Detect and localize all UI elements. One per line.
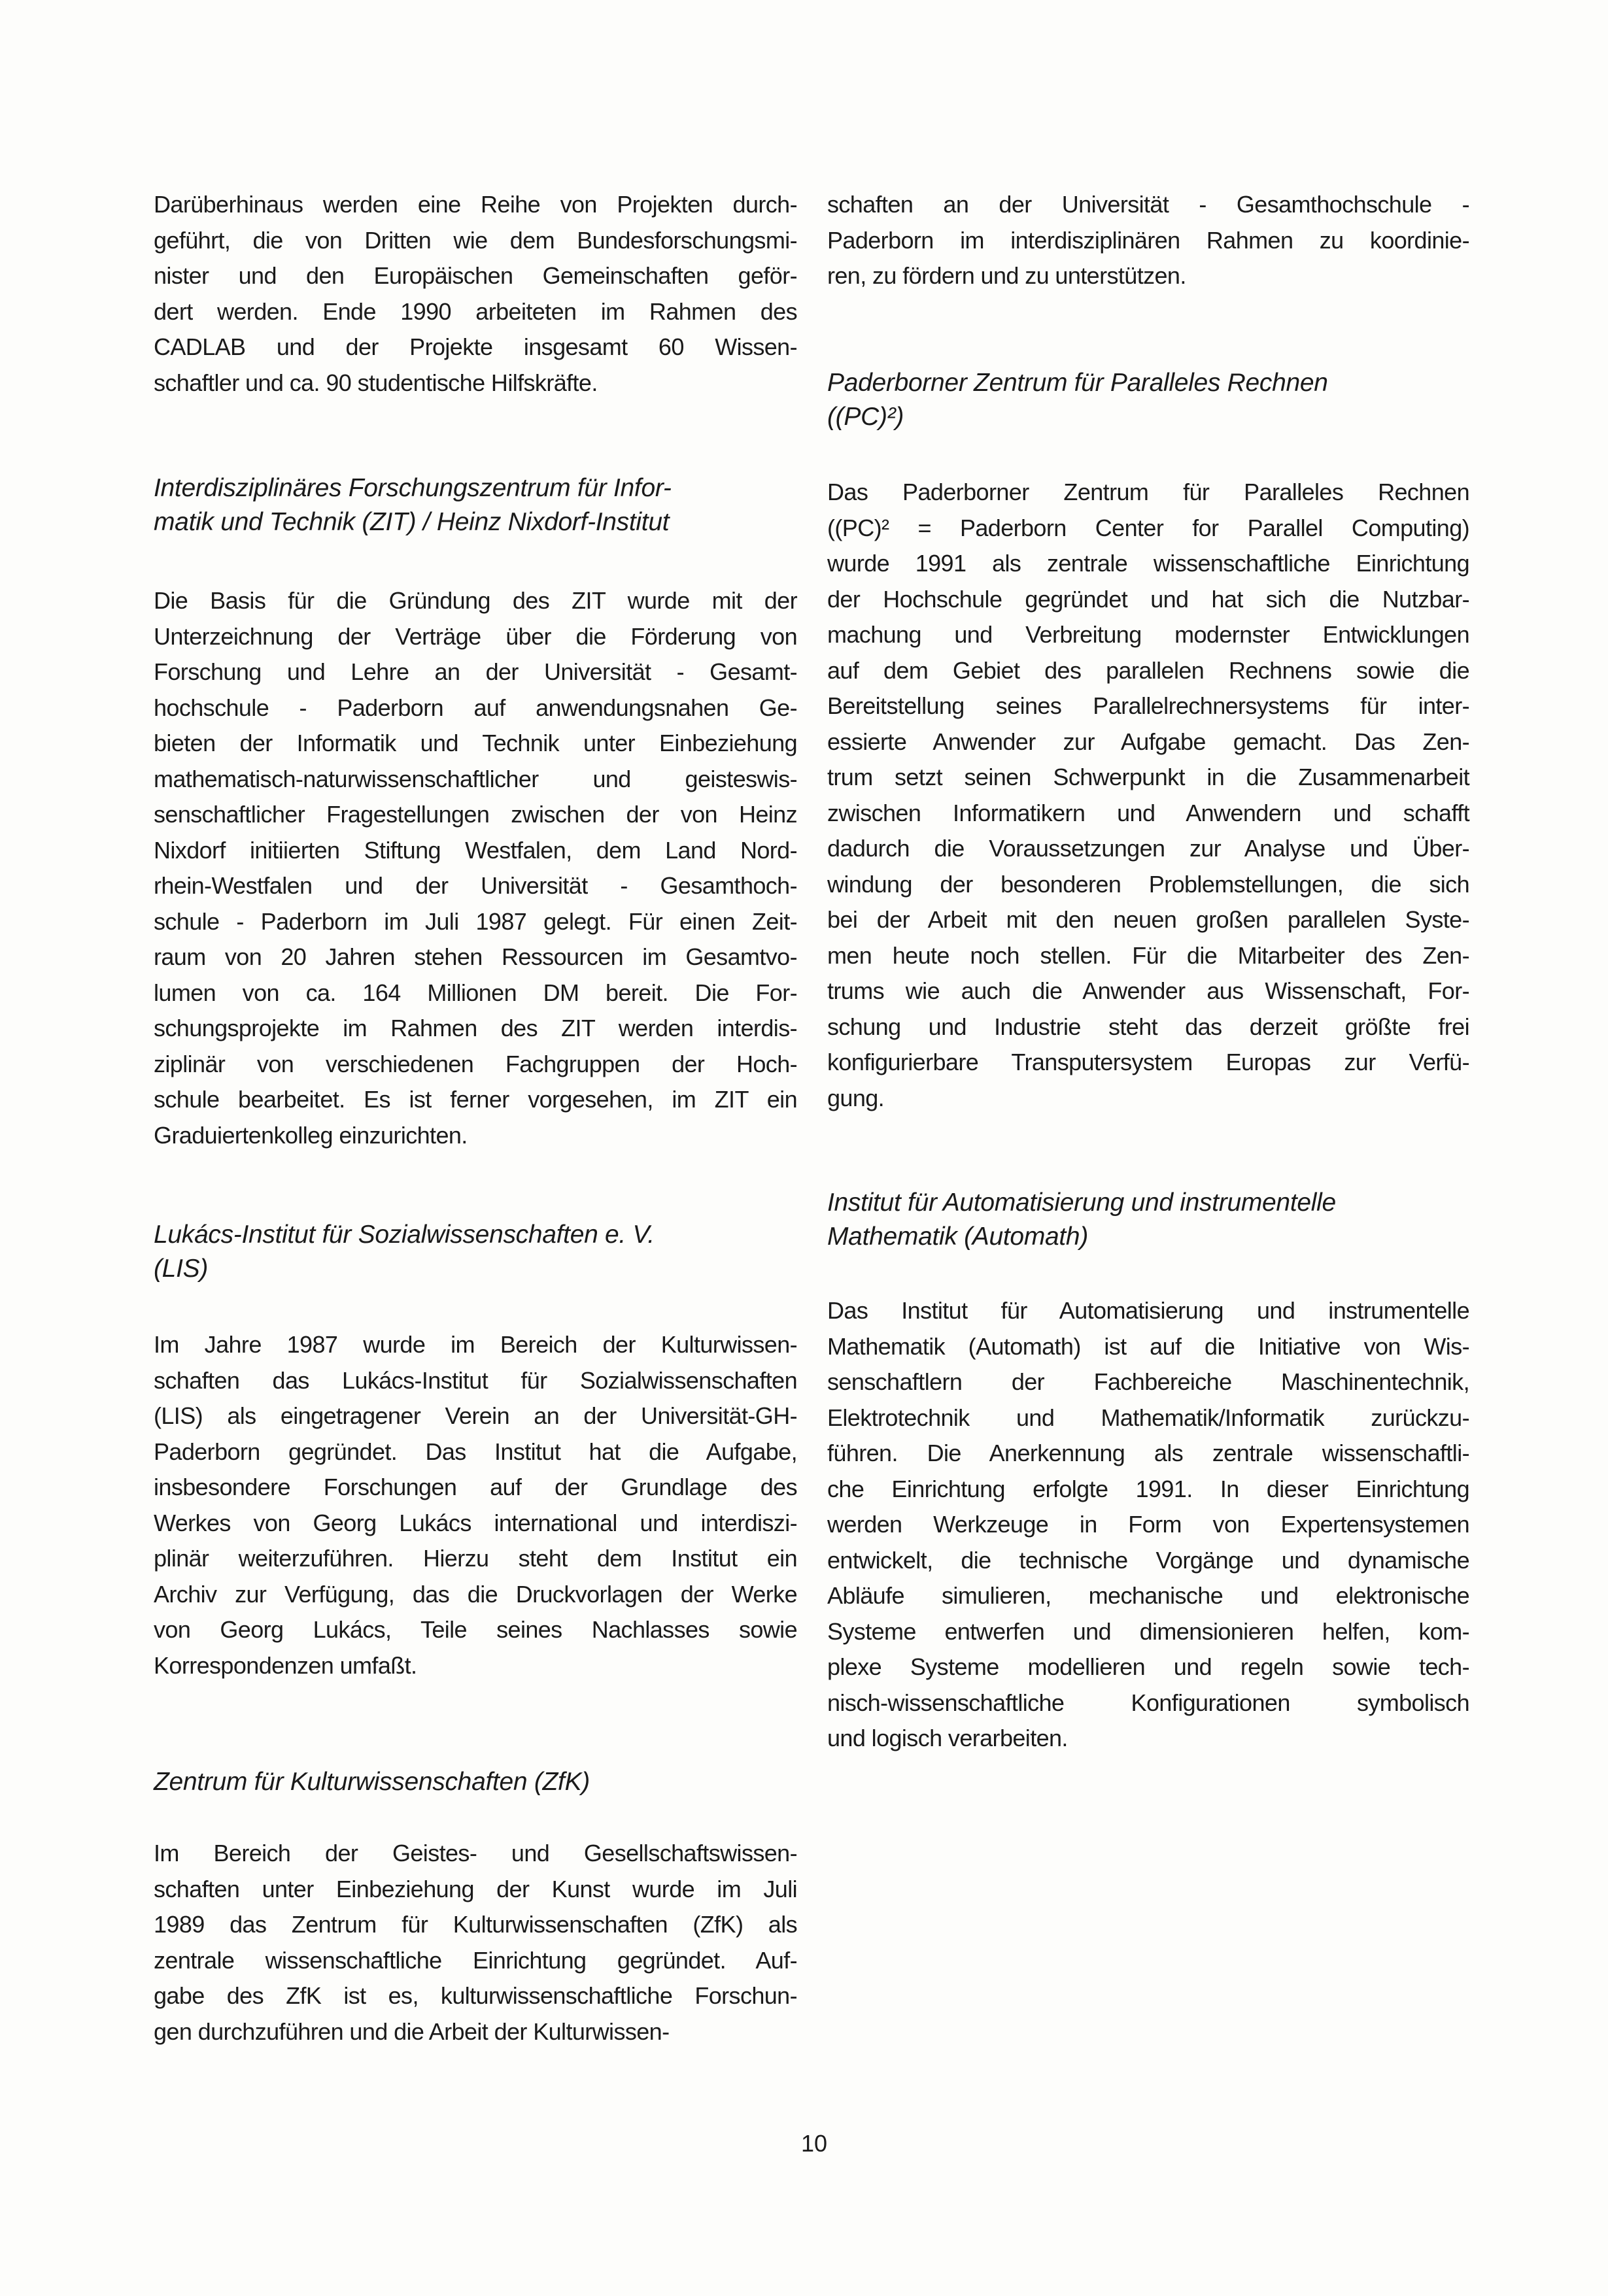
text-line: schung und Industrie steht das derzeit größte frei: [827, 1013, 1469, 1040]
text-line: schaftler und ca. 90 studentische Hilfskräfte.: [154, 369, 598, 396]
page-number: 10: [800, 2130, 828, 2157]
text-line: trum setzt seinen Schwerpunkt in die Zusammenarbeit: [827, 764, 1469, 790]
text-line: Systeme entwerfen und dimensionieren helfen, kom-: [827, 1617, 1469, 1645]
text-line: schaften an der Universität - Gesamthochschule -: [827, 191, 1469, 218]
text-line: Bereitstellung seines Parallelrechnersystems für inter-: [827, 692, 1469, 719]
text-line: insbesondere Forschungen auf der Grundlage des: [154, 1474, 797, 1500]
text-line: werden Werkzeuge in Form von Expertensystemen: [827, 1511, 1469, 1538]
text-line: matik und Technik (ZIT) / Heinz Nixdorf-Institut: [154, 508, 670, 536]
text-line: gung.: [827, 1084, 885, 1111]
text-line: windung der besonderen Problemstellungen, die sich: [827, 870, 1469, 898]
text-line: senschaftlicher Fragestellungen zwischen der von Heinz: [154, 801, 797, 828]
text-line: machung und Verbreitung modernster Entwicklungen: [827, 621, 1469, 648]
text-line: schule - Paderborn im Juli 1987 gelegt. Für einen Zeit-: [154, 907, 797, 935]
text-line: Im Jahre 1987 wurde im Bereich der Kulturwissen-: [154, 1331, 797, 1358]
text-line: Institut für Automatisierung und instrumentelle: [827, 1189, 1336, 1217]
text-line: wurde 1991 als zentrale wissenschaftliche Einrichtung: [827, 550, 1469, 577]
heading-automath: [827, 1186, 1469, 1254]
text-line: Paderborn gegründet. Das Institut hat die Aufgabe,: [154, 1438, 797, 1465]
text-line: Unterzeichnung der Verträge über die Förderung von: [154, 622, 797, 650]
text-line: essierte Anwender zur Aufgabe gemacht. Das Zen-: [827, 728, 1469, 755]
text-line: Das Institut für Automatisierung und instrumentelle: [827, 1297, 1469, 1324]
text-line: konfigurierbare Transputersystem Europas zur Verfü-: [827, 1049, 1469, 1075]
text-line: CADLAB und der Projekte insgesamt 60 Wissen-: [154, 333, 797, 360]
text-line: mathematisch-naturwissenschaftlicher und geisteswis-: [154, 765, 797, 792]
text-line: ((PC)²): [827, 403, 904, 431]
text-line: bieten der Informatik und Technik unter Einbeziehung: [154, 730, 797, 756]
text-line: Paderborn im interdisziplinären Rahmen zu koordinie-: [827, 226, 1469, 254]
text-line: Paderborner Zentrum für Paralleles Rechnen: [827, 369, 1328, 397]
text-line: senschaftlern der Fachbereiche Maschinentechnik,: [827, 1368, 1469, 1395]
text-line: auf dem Gebiet des parallelen Rechnens sowie die: [827, 656, 1469, 684]
text-line: 1989 das Zentrum für Kulturwissenschaften (ZfK) als: [154, 1911, 797, 1938]
text-line: gabe des ZfK ist es, kulturwissenschaftliche Forschun-: [154, 1982, 797, 2009]
text-line: Das Paderborner Zentrum für Paralleles Rechnen: [827, 479, 1469, 505]
text-line: Elektrotechnik und Mathematik/Informatik zurückzu-: [827, 1404, 1469, 1431]
text-line: Nixdorf initiierten Stiftung Westfalen, dem Land Nord-: [154, 836, 797, 864]
text-line: Interdisziplinäres Forschungszentrum für Infor-: [154, 474, 672, 502]
text-line: Korrespondenzen umfaßt.: [154, 1651, 417, 1679]
text-line: der Hochschule gegründet und hat sich die Nutzbar-: [827, 585, 1469, 613]
text-line: dert werden. Ende 1990 arbeiteten im Rahmen des: [154, 297, 797, 325]
text-line: schaften das Lukács-Institut für Sozialwissenschaften: [154, 1366, 797, 1394]
heading-zfk: [154, 1765, 797, 1799]
text-line: Mathematik (Automath): [827, 1223, 1089, 1251]
text-line: plinär weiterzuführen. Hierzu steht dem Institut ein: [154, 1545, 797, 1572]
text-line: Im Bereich der Geistes- und Gesellschaftswissen-: [154, 1840, 797, 1866]
paragraph-zit: [154, 583, 797, 1153]
paragraph-zfk: [154, 1836, 797, 2050]
text-line: Forschung und Lehre an der Universität - Gesamt-: [154, 658, 797, 685]
paragraph-lis: [154, 1327, 797, 1683]
text-line: trums wie auch die Anwender aus Wissenschaft, For-: [827, 977, 1469, 1004]
text-line: Werkes von Georg Lukács international und interdiszi-: [154, 1509, 797, 1536]
text-line: nisch-wissenschaftliche Konfigurationen symbolisch: [827, 1689, 1469, 1716]
text-line: plexe Systeme modellieren und regeln sowie tech-: [827, 1653, 1469, 1680]
text-line: (LIS): [154, 1255, 209, 1283]
text-line: hochschule - Paderborn auf anwendungsnahen Ge-: [154, 694, 797, 721]
text-line: ziplinär von verschiedenen Fachgruppen der Hoch-: [154, 1050, 797, 1077]
text-line: nister und den Europäischen Gemeinschaften geför-: [154, 262, 797, 289]
paragraph-pc2: [827, 475, 1469, 1116]
text-line: zentrale wissenschaftliche Einrichtung gegründet. Auf-: [154, 1946, 797, 1974]
text-line: Mathematik (Automath) ist auf die Initiative von Wis-: [827, 1332, 1469, 1360]
text-line: entwickelt, die technische Vorgänge und dynamische: [827, 1546, 1469, 1574]
text-line: schaften unter Einbeziehung der Kunst wurde im Juli: [154, 1875, 797, 1902]
text-line: Abläufe simulieren, mechanische und elektronische: [827, 1582, 1469, 1609]
text-line: dadurch die Voraussetzungen zur Analyse und Über-: [827, 835, 1469, 862]
text-line: geführt, die von Dritten wie dem Bundesforschungsmi-: [154, 226, 797, 254]
text-line: von Georg Lukács, Teile seines Nachlasses sowie: [154, 1616, 797, 1643]
text-line: Darüberhinaus werden eine Reihe von Projekten durch-: [154, 191, 797, 218]
text-line: Lukács-Institut für Sozialwissenschaften e. V.: [154, 1221, 655, 1249]
text-line: schule bearbeitet. Es ist ferner vorgesehen, im ZIT ein: [154, 1086, 797, 1113]
heading-lis: [154, 1218, 797, 1286]
text-line: ((PC)² = Paderborn Center for Parallel Computing): [827, 514, 1469, 541]
heading-zit: [154, 471, 797, 539]
text-line: zwischen Informatikern und Anwendern und schafft: [827, 799, 1469, 826]
text-line: führen. Die Anerkennung als zentrale wissenschaftli-: [827, 1440, 1469, 1466]
text-line: schungsprojekte im Rahmen des ZIT werden interdis-: [154, 1015, 797, 1041]
paragraph-continuation: [827, 187, 1469, 294]
paragraph-projects: [154, 187, 797, 401]
text-line: Archiv zur Verfügung, das die Druckvorlagen der Werke: [154, 1580, 797, 1608]
text-line: rhein-Westfalen und der Universität - Gesamthoch-: [154, 872, 797, 899]
text-line: bei der Arbeit mit den neuen großen parallelen Syste-: [827, 906, 1469, 933]
text-line: und logisch verarbeiten.: [827, 1725, 1068, 1751]
text-line: Zentrum für Kulturwissenschaften (ZfK): [154, 1768, 590, 1796]
text-line: raum von 20 Jahren stehen Ressourcen im Gesamtvo-: [154, 943, 797, 970]
text-line: lumen von ca. 164 Millionen DM bereit. Die For-: [154, 979, 797, 1006]
text-line: ren, zu fördern und zu unterstützen.: [827, 262, 1186, 289]
text-line: (LIS) als eingetragener Verein an der Universität-GH-: [154, 1402, 797, 1429]
text-line: Die Basis für die Gründung des ZIT wurde mit der: [154, 587, 797, 614]
paragraph-automath: [827, 1293, 1469, 1757]
text-line: gen durchzuführen und die Arbeit der Kulturwissen-: [154, 2017, 670, 2045]
text-line: men heute noch stellen. Für die Mitarbeiter des Zen-: [827, 941, 1469, 969]
heading-pc2: [827, 366, 1469, 434]
text-line: Graduiertenkolleg einzurichten.: [154, 1121, 468, 1149]
text-line: che Einrichtung erfolgte 1991. In dieser Einrichtung: [827, 1475, 1469, 1502]
